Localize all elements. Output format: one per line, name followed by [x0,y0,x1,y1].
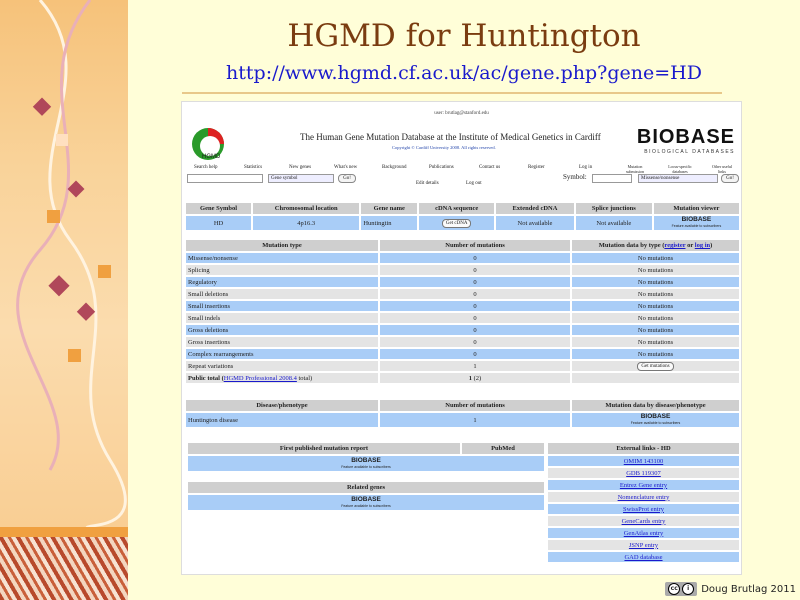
repeat-count-cell: 1 [380,361,570,371]
gene-symbol-cell: HD [186,216,251,230]
pubmed-header: PubMed [462,443,544,454]
external-link-cell [548,504,739,514]
badge-note: Feature available to subscribers [341,464,391,469]
database-title: The Human Gene Mutation Database at the Institute of Medical Genetics in Cardiff [300,132,601,142]
disease-data-cell [572,413,739,427]
slide-url-link[interactable]: http://www.hgmd.cf.ac.uk/ac/gene.php?gene=HD [226,62,702,84]
mutation-data-cell: No mutations [572,325,739,335]
mutation-count-cell: 0 [380,301,570,311]
mutation-data-header [572,240,739,251]
symbol-label: Symbol: [563,173,587,181]
nav-locus-specific[interactable]: Locus-specific databases [668,164,692,174]
first-report-cell [188,456,544,471]
register-link[interactable]: register [664,242,686,249]
gene-col-header: Gene Symbol [186,203,251,214]
header-prefix: Mutation data by type ( [598,242,665,249]
mutation-type-cell: Gross deletions [186,325,378,335]
disease-table [184,398,741,429]
mutation-row [186,313,739,323]
public-total-empty [572,373,739,383]
site-header [182,102,741,192]
first-report-header: First published mutation report [188,443,460,454]
slide-credit [665,582,796,596]
external-link-row [548,516,739,526]
biobase-badge [656,217,737,229]
mutation-type-cell: Missense/nonsense [186,253,378,263]
mutation-row [186,277,739,287]
external-link[interactable]: GeneCards entry [621,517,666,525]
fabric-pattern [0,537,128,600]
repeat-type-cell: Repeat variations [186,361,378,371]
disease-data-header: Mutation data by disease/phenotype [572,400,739,411]
gene-info-table [184,201,741,232]
nav-log-in[interactable]: Log in [579,165,593,170]
cc-license-icon [665,582,697,596]
external-link-cell [548,540,739,550]
dna-helix-decoration [0,0,128,530]
disease-name-cell: Huntington disease [186,413,378,427]
cdna-cell [419,216,494,230]
mutation-row [186,289,739,299]
external-link-row [548,540,739,550]
slide-title: HGMD for Huntington [287,18,641,54]
badge-brand: BIOBASE [640,413,671,420]
author-credit: Doug Brutlag 2011 [701,583,796,595]
biobase-badge [574,414,737,426]
related-genes-header: Related genes [188,482,544,493]
mutation-data-cell: No mutations [572,277,739,287]
public-total-cell [186,373,378,383]
get-mutations-button[interactable]: Get mutations [637,362,673,371]
splice-junctions-cell: Not available [576,216,652,230]
external-link[interactable]: OMIM 143100 [623,457,664,465]
mutation-type-select[interactable]: Missense/nonsense [638,174,718,183]
biobase-badge [190,458,542,470]
badge-note: Feature available to subscribers [341,503,391,508]
mutation-type-cell: Complex rearrangements [186,349,378,359]
mutation-row [186,325,739,335]
external-link-row [548,504,739,514]
mutation-row [186,253,739,263]
disease-header: Disease/phenotype [186,400,378,411]
copyright-text: Copyright © Cardiff University 2008. All rights reserved. [392,145,496,150]
mutation-count-cell: 0 [380,337,570,347]
nav-background[interactable]: Background [382,165,407,170]
mutation-viewer-cell [654,216,739,230]
mutation-count-cell: 0 [380,313,570,323]
symbol-input[interactable] [592,174,632,183]
biobase-subtitle: BIOLOGICAL DATABASES [644,149,735,155]
log-in-link[interactable]: log in [694,242,711,249]
external-link-row [548,552,739,562]
biobase-badge [190,497,542,509]
disease-count-header: Number of mutations [380,400,570,411]
external-link[interactable]: Entrez Gene entry [619,481,668,489]
extended-cdna-cell: Not available [496,216,574,230]
badge-brand: BIOBASE [351,495,381,503]
mutation-data-cell: No mutations [572,289,739,299]
mutation-count-header: Number of mutations [380,240,570,251]
total-count-extra: (2) [472,374,482,382]
mutation-row [186,337,739,347]
title-divider [182,92,722,94]
edit-details-link[interactable]: Edit details [416,181,439,186]
mutation-type-cell: Regulatory [186,277,378,287]
badge-brand: BIOBASE [681,216,712,223]
badge-note: Feature available to subscribers [671,224,722,228]
nav-contact-us[interactable]: Contact us [479,165,501,170]
external-link[interactable]: GAD database [624,553,663,561]
mutation-count-cell: 0 [380,289,570,299]
header-or: or [685,242,695,249]
external-link: GDB 119307 [626,469,661,477]
mutation-type-cell: Small insertions [186,301,378,311]
mutation-data-cell: No mutations [572,313,739,323]
nav-statistics[interactable]: Statistics [244,165,263,170]
gene-col-header: cDNA sequence [419,203,494,214]
mutation-data-cell: No mutations [572,265,739,275]
badge-brand: BIOBASE [351,456,381,464]
external-links-rows [548,456,739,562]
gene-col-header: Splice junctions [576,203,652,214]
mutation-type-table [184,238,741,385]
header-suffix: ) [710,242,713,249]
hgmd-professional-link[interactable]: HGMD Professional 2008.4 [223,374,297,382]
disease-count-cell: 1 [380,413,570,427]
search-row [182,174,741,188]
mutation-row [186,265,739,275]
mutation-count-cell: 0 [380,265,570,275]
gene-col-header: Mutation viewer [654,203,739,214]
mutation-type-cell: Small deletions [186,289,378,299]
mutation-data-cell: No mutations [572,337,739,347]
external-link[interactable]: Nomenclature entry [617,493,670,501]
public-total-count [380,373,570,383]
mutation-type-cell: Splicing [186,265,378,275]
external-link-row [548,480,739,490]
external-link-row [548,468,739,478]
mutation-type-cell: Small indels [186,313,378,323]
mutation-data-cell: No mutations [572,349,739,359]
external-link[interactable]: JSNP entry [628,541,659,549]
mutation-row [186,349,739,359]
biobase-brand: BIOBASE [636,126,735,148]
decorative-side-band [0,0,128,600]
log-out-link[interactable]: Log out [466,181,482,186]
nav-whats-new[interactable]: What's new [334,165,358,170]
total-label-end: total) [296,374,313,382]
user-line: user: brutlag@stanford.edu [434,111,489,116]
gene-search-input[interactable] [187,174,263,183]
related-genes-table [186,480,546,512]
external-link-cell [548,552,739,562]
orange-stripe [0,527,128,537]
nav-other-links[interactable]: Other useful links [712,164,732,174]
gene-col-header: Extended cDNA [496,203,574,214]
get-cdna-button[interactable]: Get cDNA [442,219,472,228]
biobase-logo [637,126,735,155]
mutation-count-cell: 0 [380,253,570,263]
first-report-table [186,441,546,473]
mutation-row [186,301,739,311]
mutation-rows [186,253,739,359]
chromosome-location-cell: 4p16.3 [253,216,359,230]
mutation-type-cell: Gross insertions [186,337,378,347]
total-count: 1 [468,374,473,382]
repeat-data-cell [572,361,739,371]
related-genes-cell [188,495,544,510]
mutation-count-cell: 0 [380,277,570,287]
nav-register[interactable]: Register [528,165,545,170]
mutation-data-cell: No mutations [572,253,739,263]
external-link-cell [548,456,739,466]
external-link-row [548,528,739,538]
total-label: Public total ( [188,374,224,382]
gene-go-button[interactable]: Go! [338,174,356,183]
symbol-go-button[interactable]: Go! [721,174,739,183]
hgmd-screenshot [181,101,742,575]
gene-col-header: Chromosomal location [253,203,359,214]
nav-mutation-submission[interactable]: Mutation submission [625,164,644,174]
cc-icon: cc [668,583,680,595]
mutation-count-cell: 0 [380,325,570,335]
external-link[interactable]: SwissProt entry [623,505,664,513]
gene-field-select[interactable]: Gene symbol [268,174,334,183]
external-link-cell [548,480,739,490]
gene-col-header: Gene name [361,203,417,214]
gene-name-cell: Huntingtin [361,216,417,230]
mutation-count-cell: 0 [380,349,570,359]
external-link-row [548,492,739,502]
external-links-table [546,441,741,564]
nav-search-help[interactable]: Search help [194,165,218,170]
mutation-type-header: Mutation type [186,240,378,251]
nav-publications[interactable]: Publications [429,165,454,170]
external-links-header: External links - HD [548,443,739,454]
badge-note: Feature available to subscribers [630,421,681,425]
nav-new-genes[interactable]: New genes [289,165,312,170]
by-icon: i [682,583,694,595]
external-link-cell [548,528,739,538]
hgmd-logo-text: HGMD [202,154,221,160]
external-link[interactable]: GenAtlas entry [623,529,664,537]
external-link-row [548,456,739,466]
external-link-cell [548,516,739,526]
external-link-cell [548,492,739,502]
external-link-cell [548,468,739,478]
mutation-data-cell: No mutations [572,301,739,311]
